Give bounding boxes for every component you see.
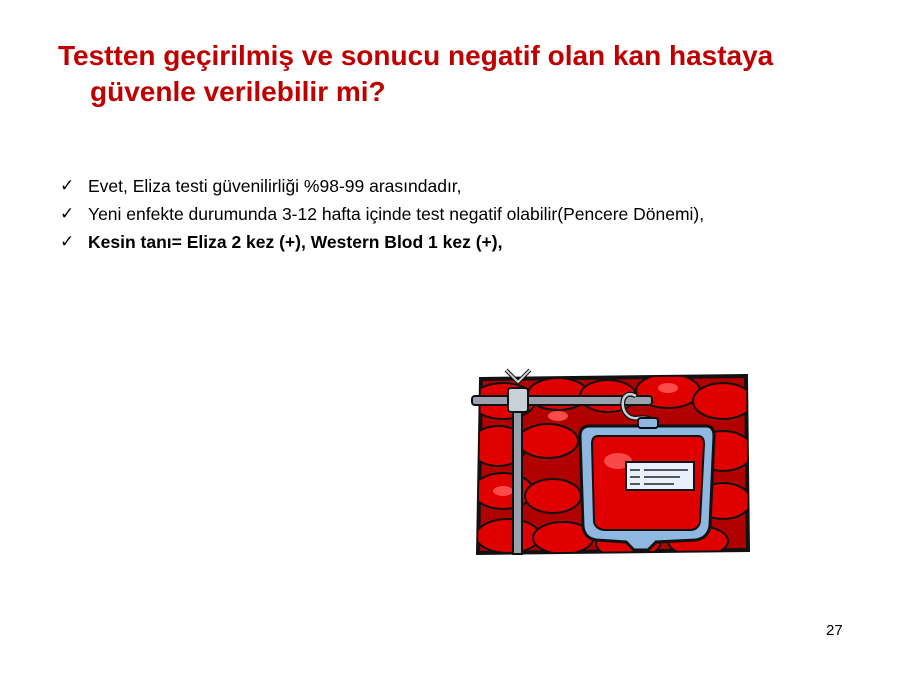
iv-pole <box>513 396 522 554</box>
blood-bag-illustration <box>468 366 753 558</box>
slide-title: Testten geçirilmiş ve sonucu negatif olan kan hastaya güvenle verilebilir mi? <box>58 40 774 107</box>
bullet-item <box>60 204 720 224</box>
bullet-text: Yeni enfekte durumunda 3-12 hafta içinde test negatif olabilir(Pencere Dönemi), <box>88 204 705 224</box>
checkmark-icon: ✓ <box>60 204 75 224</box>
bullet-text: Evet, Eliza testi güvenilirliği %98-99 arasındadır, <box>88 176 462 196</box>
page-number: 27 <box>826 622 843 639</box>
checkmark-icon: ✓ <box>60 176 75 196</box>
bullet-item <box>60 176 720 196</box>
bullet-item <box>60 232 720 252</box>
bullet-text: Kesin tanı= Eliza 2 kez (+), Western Blod 1 kez (+), <box>88 232 503 252</box>
bullet-list <box>60 176 720 260</box>
checkmark-icon: ✓ <box>60 232 75 252</box>
